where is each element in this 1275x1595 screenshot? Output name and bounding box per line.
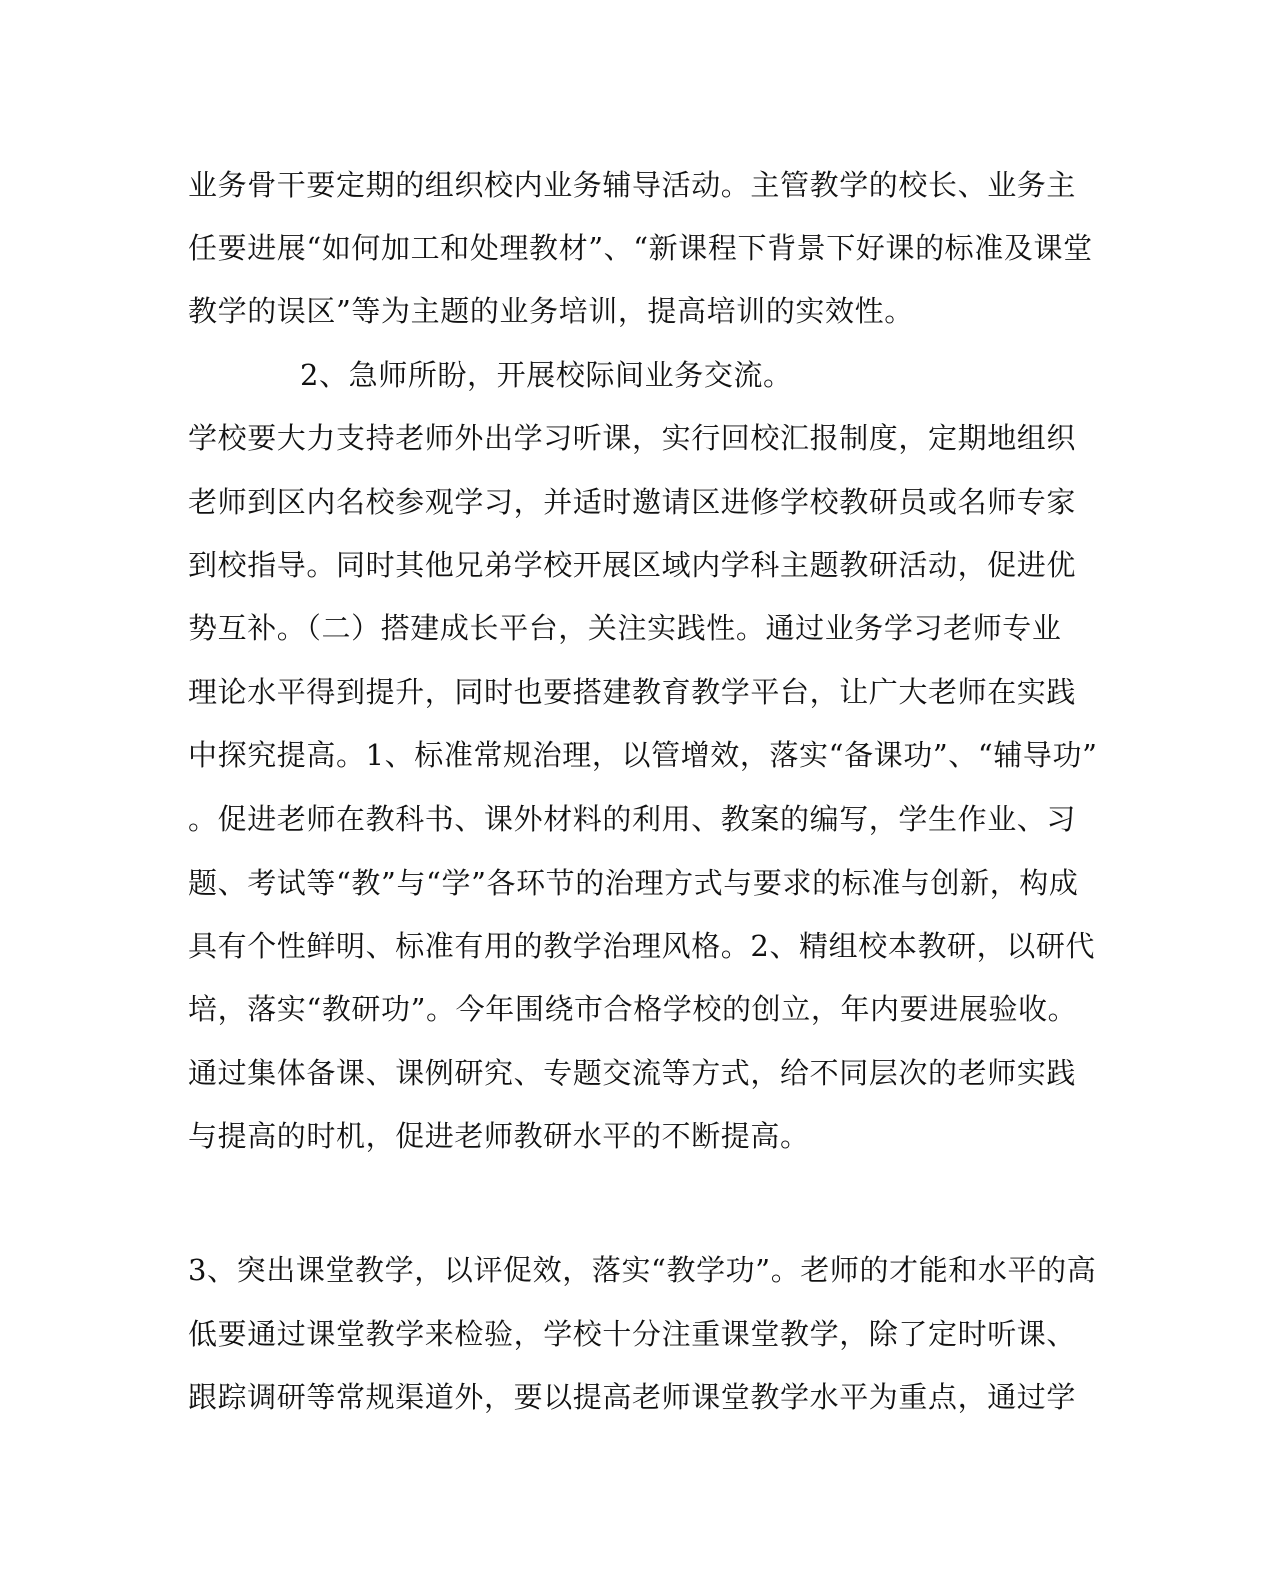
text-line: 势互补。（二）搭建成长平台，关注实践性。通过业务学习老师专业 <box>188 611 1062 645</box>
text-line: 与提高的时机，促进老师教研水平的不断提高。 <box>188 1119 810 1153</box>
text-line: 通过集体备课、课例研究、专题交流等方式，给不同层次的老师实践 <box>188 1056 1077 1090</box>
text-line: 具有个性鲜明、标准有用的教学治理风格。2、精组校本教研，以研代 <box>188 929 1096 963</box>
text-line: 低要通过课堂教学来检验，学校十分注重课堂教学，除了定时听课、 <box>188 1317 1077 1351</box>
text-line: 题、考试等“教”与“学”各环节的治理方式与要求的标准与创新，构成 <box>188 866 1079 900</box>
text-line: 培，落实“教研功”。今年围绕市合格学校的创立，年内要进展验收。 <box>188 992 1078 1026</box>
text-line: 中探究提高。1、标准常规治理，以管增效，落实“备课功”、“辅导功” <box>188 738 1098 772</box>
text-line: 到校指导。同时其他兄弟学校开展区域内学科主题教研活动，促进优 <box>188 548 1077 582</box>
text-line: 学校要大力支持老师外出学习听课，实行回校汇报制度，定期地组织 <box>188 421 1077 455</box>
text-line: 理论水平得到提升，同时也要搭建教育教学平台，让广大老师在实践 <box>188 675 1077 709</box>
text-line: 3、突出课堂教学，以评促效，落实“教学功”。老师的才能和水平的高 <box>188 1253 1097 1287</box>
text-line: 跟踪调研等常规渠道外，要以提高老师课堂教学水平为重点，通过学 <box>188 1380 1077 1414</box>
text-line: 老师到区内名校参观学习，并适时邀请区进修学校教研员或名师专家 <box>188 485 1077 519</box>
text-line: 业务骨干要定期的组织校内业务辅导活动。主管教学的校长、业务主 <box>188 168 1077 202</box>
text-line: 。促进老师在教科书、课外材料的利用、教案的编写，学生作业、习 <box>188 802 1077 836</box>
section-heading: 2、急师所盼，开展校际间业务交流。 <box>300 358 793 392</box>
text-line: 任要进展“如何加工和处理教材”、“新课程下背景下好课的标准及课堂 <box>188 231 1093 265</box>
text-line: 教学的误区”等为主题的业务培训，提高培训的实效性。 <box>188 294 914 328</box>
